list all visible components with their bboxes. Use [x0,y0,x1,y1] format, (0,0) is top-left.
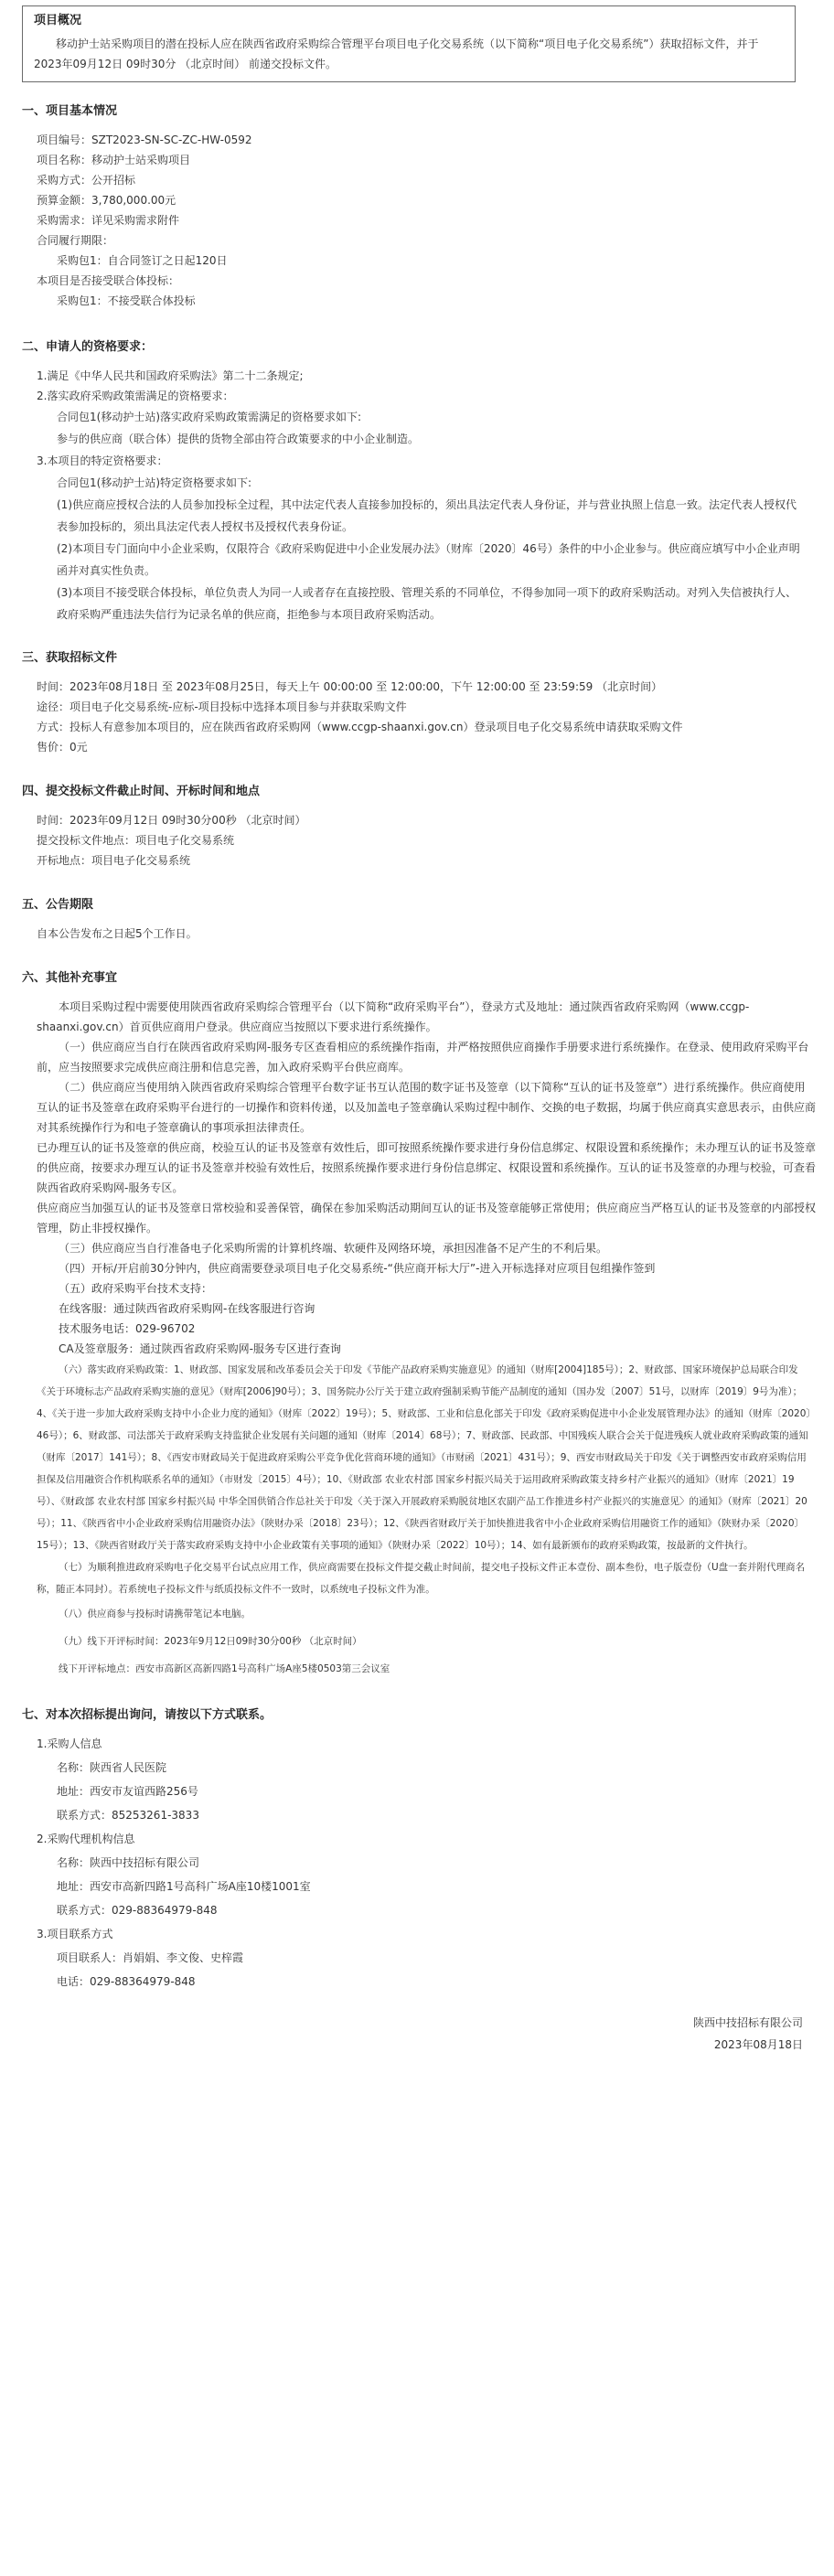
signature-date: 2023年08月18日 [713,2038,803,2051]
purchaser-address: 地址：西安市友谊西路256号 [57,1785,198,1798]
policy-paragraph: （六）落实政府采购政策：1、财政部、国家发展和改革委员会关于印发《节能产品政府采购实施意见》的通知（财库[2004]185号）；2、财政部、国家环境保护总局联合印发《关于环境标志产品政府采购实施的意见》（财库[2006]90号）；3、国务院办公厅关于建立政府强制采购节能产品制度的通知（国办发〔2007〕51号，以财库〔2019〕9号为准）；4、《关于进一步加大政府采购支持中小企业力度的通知》（财库〔2022〕19号）；5、财政部、工业和信息化部关于印发《政府采购促进中小企业发展管理办法》的通知（财库〔2020〕46号）；6、财政部、司法部关于政府采购支持监狱企业发展有关问题的通知（财库〔2014〕68号）；7、财政部、民政部、中国残疾人联合会关于促进残疾人就业政府采购政策的通知（财库〔2017〕141号）；8、《西安市财政局关于促进政府采购公平竞争优化营商环境的通知》（市财函〔2021〕431号）；9、西安市财政局关于印发《关于调整西安市政府采购信用担保及信用融资合作机构联系名单的通知》（市财发〔2015〕4号）；10、《财政部 农业农村部 国家乡村振兴局关于运用政府采购政策支持乡村产业振兴的通知》（财库〔2021〕19号）、《财政部 农业农村部 国家乡村振兴局 中华全国供销合作总社关于印发〈关于深入开展政府采购脱贫地区农副产品工作推进乡村产业振兴的实施意见〉的通知》（财库〔2021〕20号）；11、《陕西省中小企业政府采购信用融资办法》（陕财办采〔2018〕23号）；12、《陕西省财政厅关于加快推进我省中小企业政府采购信用融资工作的通知》（陕财办采〔2020〕15号）；13、《陕西省财政厅关于落实政府采购支持中小企业政策有关事项的通知》（陕财办采〔2022〕10号）；14、如有最新颁布的政府采购政策，按最新的文件执行。 [37,1364,816,1551]
project-number: 项目编号：SZT2023-SN-SC-ZC-HW-0592 [37,134,252,146]
purchaser-phone: 联系方式：85253261-3833 [57,1809,199,1822]
obtain-method: 方式：投标人有意参加本项目的，应在陕西省政府采购网（www.ccgp-shaanxi.gov.cn）登录项目电子化交易系统申请获取采购文件 [37,721,683,733]
signature-block [22,2012,823,2056]
section-title: 四、提交投标文件截止时间、开标时间和地点 [22,785,261,798]
contract-period-label: 合同履行期限： [37,234,114,247]
paragraph: （二）供应商应当使用纳入陕西省政府采购综合管理平台数字证书互认范围的数字证书及签章（以下简称“互认的证书及签章”）进行系统操作。供应商使用互认的证书及签章在政府采购平台进行的一切操作和资料传递，以及加盖电子签章确认采购过程中制作、交换的电子数据，均属于供应商真实意思表示，由供应商对其系统操作行为和电子签章确认的事项承担法律责任。 [37,1081,817,1134]
paragraph: （五）政府采购平台技术支持： [59,1282,213,1295]
deadline-time: 时间：2023年09月12日 09时30分00秒 （北京时间） [37,814,306,827]
qualification-item: (3)本项目不接受联合体投标，单位负责人为同一人或者存在直接控股、管理关系的不同单位，不得参加同一项下的政府采购活动。对列入失信被执行人、政府采购严重违法失信行为记录名单的供应商，拒绝参与本项目政府采购活动。 [57,586,797,621]
project-overview-box [22,5,796,82]
package-1-consortium: 采购包1：不接受联合体投标 [57,294,196,307]
section-title: 六、其他补充事宜 [22,971,118,985]
paragraph: （四）开标/开启前30分钟内，供应商需要登录项目电子化交易系统-“供应商开标大厅”-进入开标选择对应项目包组操作签到 [59,1262,656,1275]
qualification-item: (2)本项目专门面向中小企业采购，仅限符合《政府采购促进中小企业发展办法》（财库〔2020〕46号）条件的中小企业参与。供应商应填写中小企业声明函并对真实性负责。 [57,542,800,577]
project-contact-heading: 3.项目联系方式 [37,1928,113,1940]
section-title: 五、公告期限 [22,898,94,912]
obtain-price: 售价：0元 [37,741,88,754]
section-title: 七、对本次招标提出询问，请按以下方式联系。 [22,1708,273,1722]
submit-location: 提交投标文件地点：项目电子化交易系统 [37,834,235,847]
qualification-item: (1)供应商应授权合法的人员参加投标全过程，其中法定代表人直接参加投标的，须出具法定代表人身份证，并与营业执照上信息一致。法定代表人授权代表参加投标的，须出具法定代表人授权书及授权代表身份证。 [57,498,797,533]
paragraph: 本项目采购过程中需要使用陕西省政府采购综合管理平台（以下简称“政府采购平台”），登录方式及地址：通过陕西省政府采购网（www.ccgp-shaanxi.gov.cn）首页供应商用户登录。供应商应当按照以下要求进行系统操作。 [37,1000,750,1033]
procurement-demand: 采购需求：详见采购需求附件 [37,214,180,227]
section-notice-period [22,896,823,944]
obtain-time: 时间：2023年08月18日 至 2023年08月25日，每天上午 00:00:00 至 12:00:00，下午 12:00:00 至 23:59:59 （北京时间） [37,680,663,693]
section-contact [22,1706,823,1993]
qualification-item: 合同包1(移动护士站)落实政府采购政策需满足的资格要求如下: [57,411,362,423]
paragraph: （八）供应商参与投标时请携带笔记本电脑。 [59,1609,251,1619]
signature-org: 陕西中技招标有限公司 [692,2016,803,2029]
agent-phone: 联系方式：029-88364979-848 [57,1904,218,1917]
support-chat: 在线客服：通过陕西省政府采购网-在线客服进行咨询 [59,1302,315,1315]
section-title: 三、获取招标文件 [22,651,118,665]
purchaser-heading: 1.采购人信息 [37,1737,102,1750]
support-phone: 技术服务电话：029-96702 [59,1322,196,1335]
support-ca: CA及签章服务：通过陕西省政府采购网-服务专区进行查询 [59,1342,341,1355]
procurement-method: 采购方式：公开招标 [37,174,136,187]
budget-amount: 预算金额：3,780,000.00元 [37,194,176,207]
qualification-item: 合同包1(移动护士站)特定资格要求如下: [57,476,252,489]
paragraph: （九）线下开评标时间：2023年9月12日09时30分00秒 （北京时间） [59,1636,362,1647]
paragraph: （七）为顺利推进政府采购电子化交易平台试点应用工作，供应商需要在投标文件提交截止时间前，提交电子投标文件正本壹份、副本叁份，电子版壹份（U盘一套并附代理商名称，随正本同封）。若系统电子投标文件与纸质投标文件不一致时，以系统电子投标文件为准。 [37,1562,806,1595]
paragraph: （一）供应商应当自行在陕西省政府采购网-服务专区查看相应的系统操作指南，并严格按照供应商操作手册要求进行系统操作。在登录、使用政府采购平台前，应当按照要求完成供应商注册和信息完善，加入政府采购平台供应商库。 [37,1041,809,1074]
agent-heading: 2.采购代理机构信息 [37,1833,135,1845]
section-obtain-documents [22,649,823,757]
overview-title: 项目概况 [34,14,82,27]
section-deadline [22,783,823,871]
section-other-matters [22,969,823,1683]
qualification-item: 1.满足《中华人民共和国政府采购法》第二十二条规定; [37,369,304,382]
project-name: 项目名称：移动护士站采购项目 [37,154,191,166]
agent-name: 名称：陕西中技招标有限公司 [57,1856,200,1869]
obtain-way: 途径：项目电子化交易系统-应标-项目投标中选择本项目参与并获取采购文件 [37,700,407,713]
project-contact-phone: 电话：029-88364979-848 [57,1975,196,1988]
paragraph: （三）供应商应当自行准备电子化采购所需的计算机终端、软硬件及网络环境，承担因准备不足产生的不利后果。 [59,1242,608,1255]
consortium-label: 本项目是否接受联合体投标： [37,274,180,287]
project-contact-person: 项目联系人：肖娟娟、李文俊、史梓霞 [57,1951,244,1964]
paragraph: 供应商应当加强互认的证书及签章日常校验和妥善保管，确保在参加采购活动期间互认的证书及签章能够正常使用；供应商应当严格互认的证书及签章的内部授权管理，防止非授权操作。 [37,1202,817,1235]
paragraph: 已办理互认的证书及签章的供应商，校验互认的证书及签章有效性后，即可按照系统操作要求进行身份信息绑定、权限设置和系统操作；未办理互认的证书及签章的供应商，按要求办理互认的证书及签章并校验有效性后，按照系统操作要求进行身份信息绑定、权限设置和系统操作。互认的证书及签章的办理与校验，可查看陕西省政府采购网-服务专区。 [37,1141,817,1194]
section-basic-info [22,102,823,311]
section-title: 二、申请人的资格要求： [22,340,154,354]
overview-text: 移动护士站采购项目的潜在投标人应在陕西省政府采购综合管理平台项目电子化交易系统（以下简称“项目电子化交易系统”）获取招标文件，并于 2023年09月12日 09时30分 （北京时间） 前递交投标文件。 [34,37,759,70]
purchaser-name: 名称：陕西省人民医院 [57,1761,167,1774]
section-qualification [22,338,823,625]
notice-period-text: 自本公告发布之日起5个工作日。 [37,927,198,940]
qualification-item: 3.本项目的特定资格要求： [37,454,168,467]
qualification-item: 2.落实政府采购政策需满足的资格要求： [37,390,234,402]
package-1-period: 采购包1：自合同签订之日起120日 [57,254,228,267]
qualification-item: 参与的供应商（联合体）提供的货物全部由符合政策要求的中小企业制造。 [57,433,420,445]
agent-address: 地址：西安市高新四路1号高科广场A座10楼1001室 [57,1880,311,1893]
paragraph: 线下开评标地点：西安市高新区高新四路1号高科广场A座5楼0503第三会议室 [59,1663,390,1674]
section-title: 一、项目基本情况 [22,104,118,118]
open-location: 开标地点：项目电子化交易系统 [37,854,191,867]
